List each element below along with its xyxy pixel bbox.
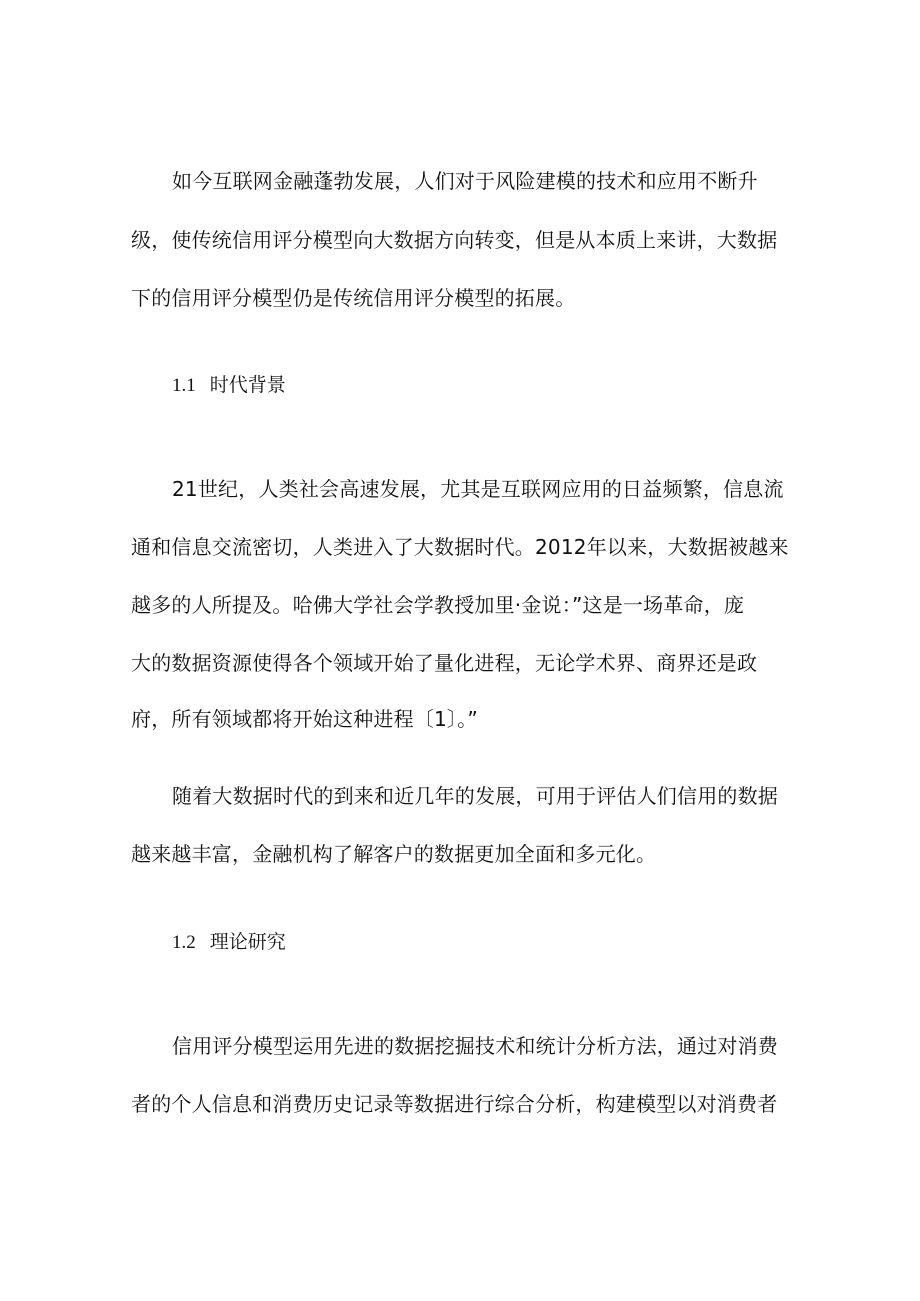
paragraph-2-line-1: 21世纪，人类社会高速发展，尤其是互联网应用的日益频繁，信息流 (172, 477, 784, 501)
paragraph-2-line-5: 府，所有领域都将开始这种进程〔1〕。” (131, 707, 478, 731)
paragraph-2-line-4: 大的数据资源使得各个领域开始了量化进程，无论学术界、商界还是政 (131, 651, 758, 675)
paragraph-1-line-1: 如今互联网金融蓬勃发展，人们对于风险建模的技术和应用不断升 (172, 169, 758, 193)
section-1-2-title: 理论研究 (209, 931, 286, 953)
paragraph-3-line-1: 随着大数据时代的到来和近几年的发展，可用于评估人们信用的数据 (172, 784, 778, 808)
paragraph-4-line-2: 者的个人信息和消费历史记录等数据进行综合分析，构建模型以对消费者 (131, 1092, 778, 1116)
paragraph-2-line-3: 越多的人所提及。哈佛大学社会学教授加里·金说：”这是一场革命，庞 (131, 593, 745, 617)
section-1-1-title: 时代背景 (209, 374, 286, 396)
section-1-2-heading (172, 927, 286, 957)
paragraph-2-line-2: 通和信息交流密切，人类进入了大数据时代。2012年以来，大数据被越来 (131, 535, 789, 559)
paragraph-1-line-3: 下的信用评分模型仍是传统信用评分模型的拓展。 (131, 286, 576, 310)
paragraph-4-line-1: 信用评分模型运用先进的数据挖掘技术和统计分析方法，通过对消费 (172, 1034, 778, 1058)
section-1-1-heading (172, 370, 286, 400)
paragraph-3-line-2: 越来越丰富，金融机构了解客户的数据更加全面和多元化。 (131, 842, 657, 866)
section-1-2-number: 1.2 (172, 932, 196, 953)
section-1-1-number: 1.1 (172, 375, 196, 396)
paragraph-1-line-2: 级，使传统信用评分模型向大数据方向转变，但是从本质上来讲，大数据 (131, 228, 778, 252)
